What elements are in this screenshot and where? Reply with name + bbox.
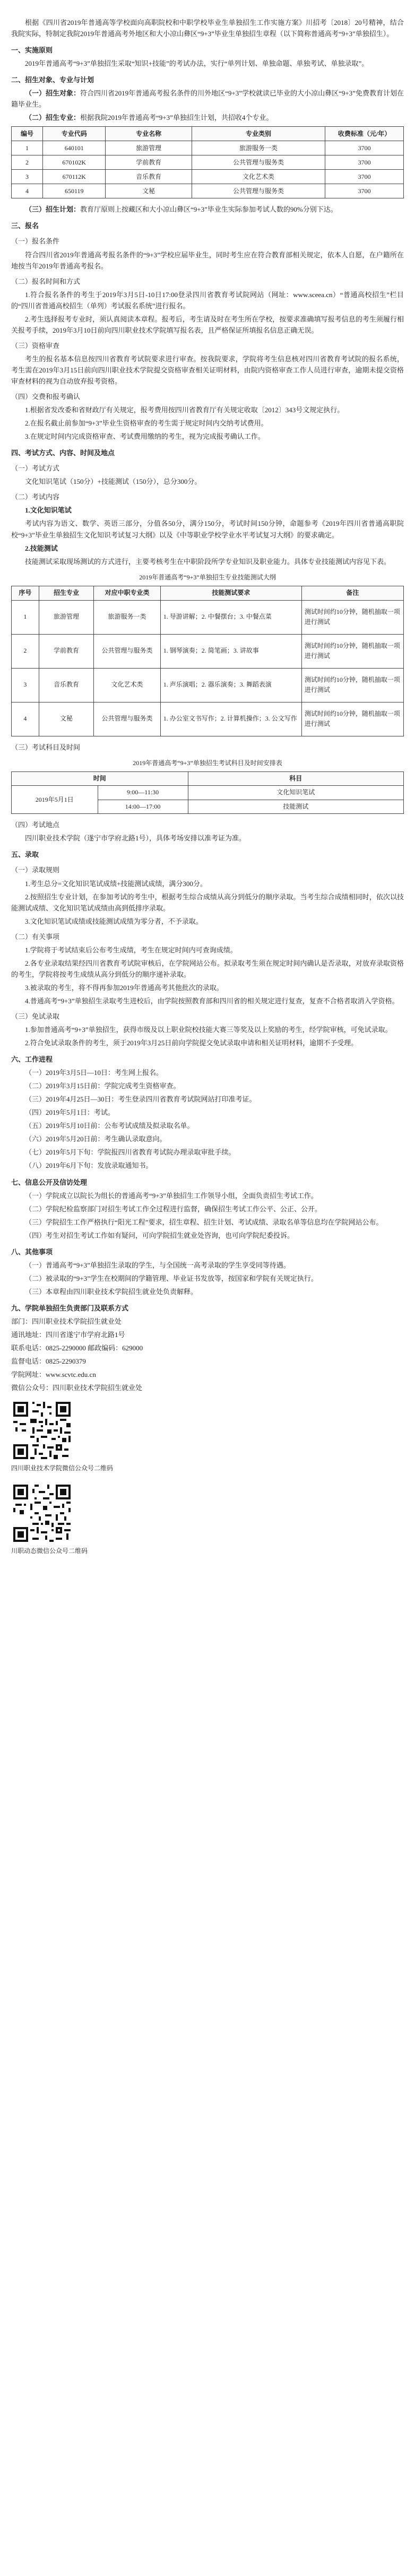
table-cell: 公共管理与服务类 <box>192 184 325 198</box>
section-5-p1: 1.考生总分=文化知识笔试成绩+技能测试成绩，满分300分。 <box>25 879 207 888</box>
major-plan-header-cell: 收费标准（元/年） <box>325 127 404 141</box>
table-cell: 3 <box>12 170 43 184</box>
contact-line: 学院网址：www.scvtc.edu.cn <box>11 1371 96 1379</box>
section-2-title: 二、招生对象、专业与计划 <box>11 76 94 84</box>
table-row <box>12 600 404 634</box>
section-3-sub4-p1: 1.根据省发改委和省财政厅有关规定，报考费用按四川省教育厅有关规定收取〔2012〕343号文规定执行。 <box>25 406 344 414</box>
section-2-p1 <box>11 88 404 110</box>
section-2-p2 <box>11 112 404 123</box>
table-cell: 音乐教育 <box>39 668 93 702</box>
section-4-sub1-text: 文化知识笔试（150分）+技能测试（150分），总分300分。 <box>25 478 202 486</box>
section-1-text: 2019年普通高考“9+3”单独招生采取“知识+技能”的考试办法，实行“单列计划、单独命题、单独考试、单独录取”。 <box>25 59 369 68</box>
skill-header-cell: 对应中职专业类 <box>94 586 161 600</box>
time-header-row <box>12 772 404 786</box>
section-4-sub3: （三）考试科目及时间 <box>11 743 81 751</box>
section-3-sub3-text: 考生的报名基本信息按四川省教育考试院要求进行审查。按我院要求，学院将考生信息核对四川省教育考试院的报名系统，考生需在2019年3月15日前向四川职业技术学院提交资格审查相关证明材料，由院内资格审查工作人员进行审查，逾期未提交资格审查材料的视为自动放弃报考资格。 <box>11 354 404 385</box>
skill-header-row <box>12 586 404 600</box>
section-6-title: 六、工作进程 <box>11 1055 53 1064</box>
section-3-sub4-p3: 3.在规定时间内完成资格审查、考试费用缴纳的考生，视为完成报考确认工作。 <box>25 432 265 441</box>
section-5-sub3: （三）免试录取 <box>11 1012 60 1020</box>
table-cell: 3 <box>12 668 39 702</box>
contact-line: 微信公众号：四川职业技术学院招生就业处 <box>11 1384 143 1392</box>
table-cell: 测试时间约10分钟，随机抽取一项进行测试 <box>301 702 403 736</box>
section-8-title: 八、其他事项 <box>11 1247 53 1256</box>
contact-line: 部门：四川职业技术学院招生就业处 <box>11 1317 122 1325</box>
table-cell: 4 <box>12 184 43 198</box>
section-2-p1-text: 符合四川省2019年普通高考报名条件的川外地区“9+3”学校就读已毕业的大小凉山彝区“9+3”免费教育计划在籍毕业生。 <box>11 89 404 109</box>
table-cell: 公共管理与服务类 <box>192 155 325 170</box>
section-4-sub4: （四）考试地点 <box>11 821 60 829</box>
time-table-caption: 2019年普通高考“9+3”单独招生考试科目及时间安排表 <box>133 759 282 767</box>
list-item: （七）2019年5月下旬：学院报四川省教育考试院办理录取审批手续。 <box>25 1148 236 1157</box>
section-5-p5: 2.各专业录取结果经四川省教育考试院审核后，在学院网站公布。拟录取考生须在规定时间内确认是否录取，对放弃录取资格的考生，学院将按考生成绩从高分到低分的顺序递补录取。 <box>11 959 404 978</box>
table-cell: 旅游服务一类 <box>94 600 161 634</box>
list-item: （二）2019年3月15日前：学院完成考生资格审查。 <box>25 1082 180 1090</box>
table-row <box>12 170 404 184</box>
table-cell: 1. 办公室文书写作；2. 计算机操作；3. 公文写作 <box>160 702 301 736</box>
qr-caption: 川职动态微信公众号二维码 <box>11 1547 88 1555</box>
section-3-sub4-p2: 2.在报名截止前参加“9+3”毕业生资格审查的考生需于规定时间内交纳考试费用。 <box>25 419 268 428</box>
section-2-p2-label: （二）招生专业： <box>25 114 81 122</box>
section-5-title: 五、录取 <box>11 851 39 859</box>
table-cell: 3700 <box>325 155 404 170</box>
intro-paragraph: 根据《四川省2019年普通高等学校面向高职院校和中职学校毕业生单独招生工作实施方案》川招考〔2018〕20号精神，结合我院实际，特制定我院2019年普通高考外地区和大小凉山彝区“9+3”毕业生单独招生章程（以下简称普通高考“9+3”单独招生）。 <box>11 19 404 38</box>
skill-header-cell: 备注 <box>301 586 403 600</box>
table-cell: 旅游管理 <box>39 600 93 634</box>
qr-block-2 <box>11 1482 404 1556</box>
table-cell: 测试时间约10分钟，随机抽取一项进行测试 <box>301 600 403 634</box>
section-5-p9: 2.符合免试录取条件的考生，须于2019年3月25日前向学院提交免试录取申请和相关证明材料，逾期不予受理。 <box>25 1039 358 1047</box>
table-cell: 4 <box>12 702 39 736</box>
contact-line: 通讯地址：四川省遂宁市学府北路1号 <box>11 1331 125 1339</box>
section-2-p3-text: 教育厅原则上按藏区和大小凉山彝区“9+3”毕业生实际参加考试人数的90%分别下达。 <box>80 205 338 214</box>
table-cell: 2 <box>12 634 39 668</box>
table-cell: 3700 <box>325 170 404 184</box>
table-cell: 2 <box>12 155 43 170</box>
section-5-sub2: （二）有关事项 <box>11 932 60 941</box>
table-cell: 文秘 <box>106 184 192 198</box>
section-3-title: 三、报名 <box>11 222 39 230</box>
section-3-sub1-text: 符合四川省2019年普通高考报名条件的“9+3”学校应届毕业生，同时考生应在符合教育部相关规定，依本人自愿，在户籍所在地按当年2019年普通高考报名。 <box>11 250 404 270</box>
skill-test-table <box>11 586 404 736</box>
section-5-sub1: （一）录取规则 <box>11 866 60 874</box>
major-plan-header-cell: 编号 <box>12 127 43 141</box>
table-row <box>12 141 404 155</box>
list-item: （四）考生对招生考试工作如有疑问，可向学院招生就业处咨询，也可向学院纪委投诉。 <box>25 1231 295 1239</box>
list-item: （一）2019年3月5日—10日：考生网上报名。 <box>25 1069 163 1077</box>
section-1-title: 一、实施原则 <box>11 46 53 55</box>
table-cell: 1 <box>12 141 43 155</box>
section-2-p3-label: （三）招生计划： <box>25 205 81 214</box>
section-4-item1-text: 考试内容为语文、数学、英语三部分，分值各50分，满分150分，考试时间150分钟，命题参考《2019年四川省普通高职院校“9+3”毕业生单独招生文化知识考试复习大纲》以及《中等职业学校学业水平考试复习大纲》的要求确定。 <box>11 519 404 539</box>
section-5-p7: 4.普通高考“9+3”单独招生录取考生进校后，由学院按照教育部和四川省的相关规定进行复查，复查不合格者取消入学资格。 <box>25 996 399 1005</box>
section-2-p1-label: （一）招生对象： <box>25 89 81 98</box>
table-cell: 3700 <box>325 184 404 198</box>
major-plan-header-cell: 专业名称 <box>106 127 192 141</box>
list-item: （二）被录取的“9+3”学生在校期间的学籍管理、毕业证书发放等，按国家和学院有关规定执行。 <box>25 1274 318 1282</box>
table-cell: 1. 声乐演唱；2. 器乐演奏；3. 舞蹈表演 <box>160 668 301 702</box>
section-5-p3: 3.文化知识笔试成绩或技能测试成绩为零分者，不予录取。 <box>25 917 203 925</box>
section-3-sub2-p1: 1.符合报名条件的考生于2019年3月5日-10日17:00登录四川省教育考试院网站（网址：www.sceea.cn）“普通高校招生”栏目的“四川省普通高校招生（单列）考试报名系统”进行报名。 <box>11 290 404 310</box>
table-cell: 640101 <box>43 141 106 155</box>
section-9-title: 九、学院单独招生负责部门及联系方式 <box>11 1304 129 1312</box>
skill-header-cell: 序号 <box>12 586 39 600</box>
section-5-p4: 1.学院将于考试结束后公布考生成绩，考生在规定时间内可查询成绩。 <box>25 946 237 954</box>
qr-code-icon <box>11 1482 73 1544</box>
table-cell: 旅游管理 <box>106 141 192 155</box>
list-item: （三）2019年4月25日—30日：考生登录四川省教育考试院网站打印准考证。 <box>25 1095 256 1104</box>
table-row <box>12 155 404 170</box>
table-row <box>12 184 404 198</box>
table-cell: 测试时间约10分钟，随机抽取一项进行测试 <box>301 634 403 668</box>
qr-code-icon <box>11 1400 73 1461</box>
major-plan-table <box>11 126 404 198</box>
section-5-p6: 3.被录取的考生，将不得再参加2019年普通高考其他批次的录取。 <box>25 983 223 992</box>
table-cell: 文秘 <box>39 702 93 736</box>
skill-header-cell: 招生专业 <box>39 586 93 600</box>
table-cell: 学前教育 <box>106 155 192 170</box>
list-item: （五）2019年5月10日前：公布考试成绩及拟录取名单。 <box>25 1122 194 1130</box>
table-row <box>12 786 404 800</box>
list-item: （八）2019年6月下旬：发放录取通知书。 <box>25 1161 153 1170</box>
table-cell: 14:00—17:00 <box>98 800 188 813</box>
time-header-cell: 科目 <box>188 772 403 786</box>
section-2-p2-text: 根据我院2019年普通高考“9+3”单独招生计划，共招收4个专业。 <box>80 114 273 122</box>
section-3-sub1: （一）报名条件 <box>11 237 60 246</box>
table-cell: 音乐教育 <box>106 170 192 184</box>
section-4-sub4-text: 四川职业技术学院（遂宁市学府北路1号），具体考场安排以准考证为准。 <box>25 834 246 843</box>
table-cell: 学前教育 <box>39 634 93 668</box>
section-5-p8: 1.参加普通高考“9+3”单独招生，获得市级及以上职业院校技能大赛三等奖及以上奖励的考生，经学院审核，可免试录取。 <box>25 1026 392 1034</box>
table-cell: 670102K <box>43 155 106 170</box>
qr-block-1 <box>11 1400 404 1473</box>
list-item: （一）普通高考“9+3”单独招生录取的学生，与全国统一高考录取的学生享受同等待遇。 <box>25 1261 290 1269</box>
list-item: （四）2019年5月1日：考试。 <box>25 1108 115 1117</box>
table-row <box>12 702 404 736</box>
contact-line: 联系电话：0825-2290000 邮政编码：629000 <box>11 1344 143 1352</box>
document-page <box>11 0 404 1586</box>
table-cell: 公共管理与服务类 <box>94 702 161 736</box>
table-cell: 1 <box>12 600 39 634</box>
section-5-p2: 2.按照招生专业计划，在参加考试的考生中，根据考生综合成绩从高分到低分的顺序录取。当考生综合成绩相同时，依次以技能测试成绩、文化知识笔试成绩由高到低排序录取。 <box>11 892 404 912</box>
list-item: （二）学院纪检监察部门对招生考试工作全过程进行监督，确保招生考试工作公平、公正、公开。 <box>25 1204 322 1213</box>
section-3-sub2: （二）报名时间和方式 <box>11 277 81 285</box>
contact-block <box>11 1316 404 1393</box>
table-cell: 670112K <box>43 170 106 184</box>
table-cell: 1. 导游讲解；2. 中餐摆台；3. 中餐点菜 <box>160 600 301 634</box>
table-cell: 1. 钢琴演奏；2. 简笔画；3. 讲故事 <box>160 634 301 668</box>
major-plan-header-row <box>12 127 404 141</box>
section-4-item2-text: 技能测试采取现场测试的方式进行，主要考核考生在中职阶段所学专业知识及职业能力。具体专业技能测试内容见下表。 <box>25 557 391 566</box>
list-item: （六）2019年5月20日前：考生确认录取意向。 <box>25 1135 167 1143</box>
section-3-sub3: （三）资格审查 <box>11 341 60 350</box>
section-4-sub1: （一）考试方式 <box>11 464 60 473</box>
section-4-item1: 1.文化知识笔试 <box>25 506 72 515</box>
major-plan-header-cell: 专业代码 <box>43 127 106 141</box>
section-3-sub4: （四）交费和报考确认 <box>11 393 81 401</box>
table-cell: 文化艺术类 <box>192 170 325 184</box>
table-row <box>12 668 404 702</box>
table-cell: 9:00—11:30 <box>98 786 188 800</box>
list-item: （一）学院成立以院长为组长的普通高考“9+3”单独招生工作领导小组，全面负责招生考试工作。 <box>25 1191 318 1200</box>
section-2-p3 <box>11 204 404 215</box>
table-cell: 技能测试 <box>188 800 403 813</box>
table-cell: 650119 <box>43 184 106 198</box>
table-cell: 文化艺术类 <box>94 668 161 702</box>
contact-line: 监督电话：0825-2290379 <box>11 1357 86 1366</box>
section-4-title: 四、考试方式、内容、时间及地点 <box>11 449 115 457</box>
qr-caption: 四川职业技术学院微信公众号二维码 <box>11 1464 114 1472</box>
time-header-cell: 时间 <box>12 772 188 786</box>
table-cell: 测试时间约10分钟，随机抽取一项进行测试 <box>301 668 403 702</box>
section-4-item2: 2.技能测试 <box>25 544 58 552</box>
time-date-cell: 2019年5月1日 <box>12 786 98 814</box>
table-row <box>12 634 404 668</box>
table-cell: 3700 <box>325 141 404 155</box>
skill-header-cell: 技能测试要求 <box>160 586 301 600</box>
table-cell: 文化知识笔试 <box>188 786 403 800</box>
table-cell: 旅游服务一类 <box>192 141 325 155</box>
section-4-sub2: （二）考试内容 <box>11 493 60 501</box>
list-item: （三）本章程由四川职业技术学院招生就业处负责解释。 <box>25 1287 198 1296</box>
section-3-sub2-p2: 2.考生选择报考专业时，须认真阅读本章程。报考后，考生请及时在考生所在学校，按要求准确填写报考信息的考生须履行相关报考手续，2019年3月10日前向四川职业技术学院填写报名表，且严格保证所填报名信息正确无误。 <box>11 315 404 334</box>
exam-time-table <box>11 771 404 814</box>
skill-table-caption: 2019年普通高考“9+3”单独招生专业技能测试大纲 <box>139 573 276 581</box>
table-cell: 公共管理与服务类 <box>94 634 161 668</box>
section-7-title: 七、信息公开及信访处理 <box>11 1178 88 1186</box>
list-item: （三）学院招生工作严格执行“阳光工程”要求，招生章程、招生计划、考试成绩、录取名单等信息均在学院网站公布。 <box>25 1218 383 1226</box>
major-plan-header-cell: 专业类别 <box>192 127 325 141</box>
